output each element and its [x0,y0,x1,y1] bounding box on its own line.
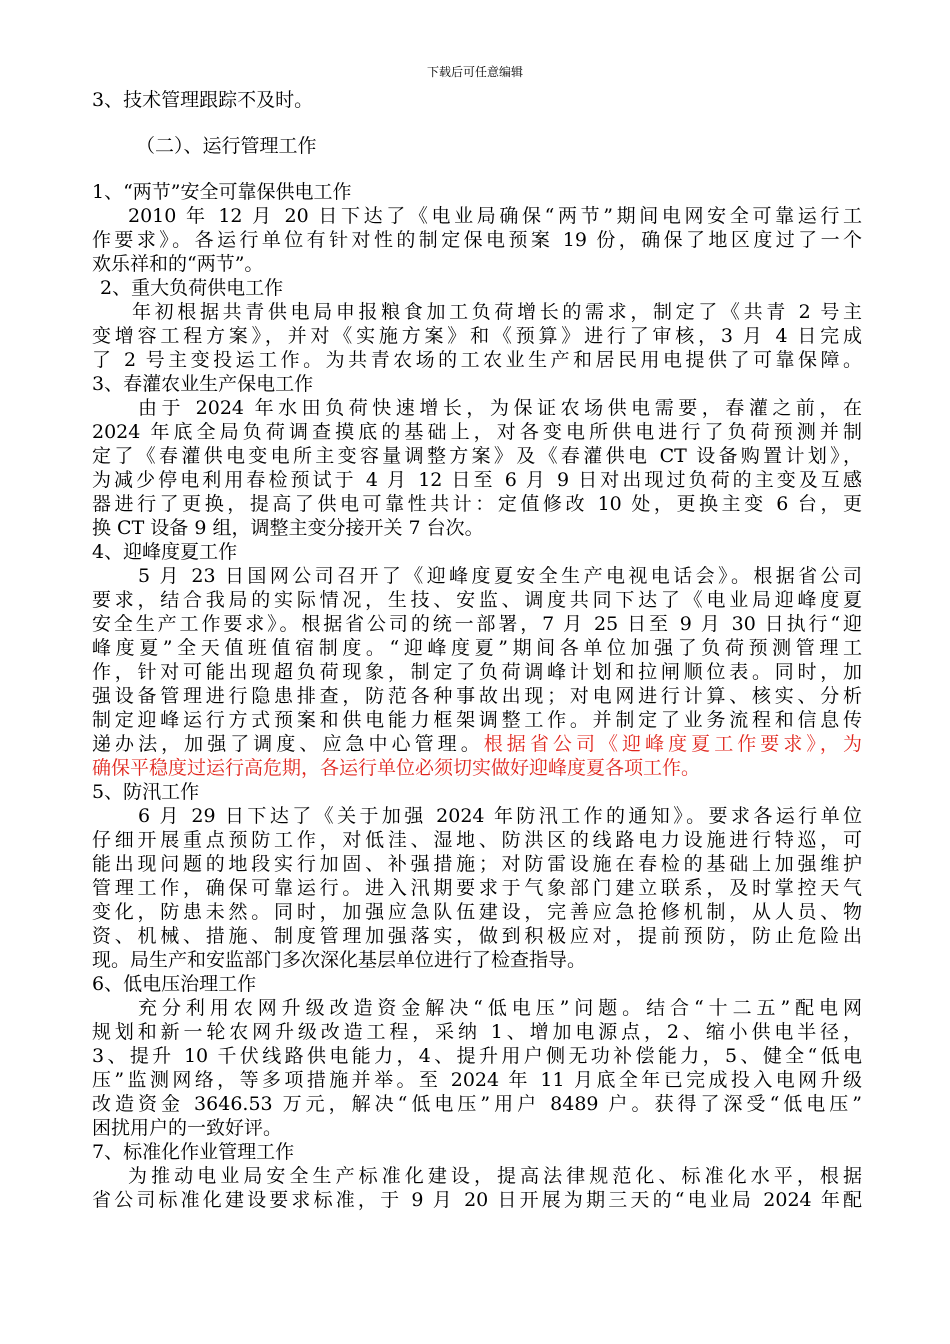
heading-peak-summer: 4、迎峰度夏工作 [92,541,238,563]
paragraph-line: 了 2 号主变投运工作。为共青农场的工农业生产和居民用电提供了可靠保障。 [92,349,862,371]
heading-two-festivals: 1、“两节”安全可靠保供电工作 [92,181,352,203]
paragraph-line: 作，针对可能出现超负荷现象，制定了负荷调峰计划和拉闸顺位表。同时，加 [92,661,862,683]
paragraph-line: 定了《春灌供电变电所主变容量调整方案》及《春灌供电 CT 设备购置计划》， [92,445,862,467]
paragraph-line: 仔细开展重点预防工作，对低洼、湿地、防洪区的线路电力设施进行特巡，可 [92,829,862,851]
paragraph-line: 安全生产工作要求》。根据省公司的统一部署，7 月 25 日至 9 月 30 日执行“迎 [92,613,862,635]
paragraph-line: 现。局生产和安监部门多次深化基层单位进行了检查指导。 [92,949,587,971]
paragraph-line: 峰度夏”全天值班值宿制度。“迎峰度夏”期间各单位加强了负荷预测管理工 [92,637,862,659]
paragraph-line: 强设备管理进行隐患排查，防范各种事故出现；对电网进行计算、核实、分析 [92,685,862,707]
paragraph-line: 2024 年底全局负荷调查摸底的基础上，对各变电所供电进行了负荷预测并制 [92,421,862,443]
paragraph-text-black: 递办法，加强了调度、应急中心管理。 [92,733,484,755]
paragraph-line: 充分利用农网升级改造资金解决“低电压”问题。结合“十二五”配电网 [138,997,862,1019]
paragraph-line: 换 CT 设备 9 组，调整主变分接开关 7 台次。 [92,517,484,539]
heading-flood-control: 5、防汛工作 [92,781,200,803]
document-body [92,88,862,1212]
paragraph-line: 资、机械、措施、制度管理加强落实，做到积极应对，提前预防，防止危险出 [92,925,862,947]
paragraph-line: 能出现问题的地段实行加固、补强措施；对防雷设施在春检的基础上加强维护 [92,853,862,875]
paragraph-line: 规划和新一轮农网升级改造工程，采纳 1、增加电源点，2、缩小供电半径， [92,1021,862,1043]
paragraph-line: 6 月 29 日下达了《关于加强 2024 年防汛工作的通知》。要求各运行单位 [138,805,862,827]
paragraph-line: 要求，结合我局的实际情况，生技、安监、调度共同下达了《电业局迎峰度夏 [92,589,862,611]
paragraph-text-red: 根据省公司《迎峰度夏工作要求》，为 [483,733,862,755]
heading-standardization: 7、标准化作业管理工作 [92,1141,295,1163]
paragraph-line: 作要求》。各运行单位有针对性的制定保电预案 19 份，确保了地区度过了一个 [92,229,862,251]
paragraph-line: 压”监测网络，等多项措施并举。至 2024 年 11 月底全年已完成投入电网升级 [92,1069,862,1091]
paragraph-line: 变化，防患未然。同时，加强应急队伍建设，完善应急抢修机制，从人员、物 [92,901,862,923]
page-header-note: 下载后可任意编辑 [426,65,523,79]
paragraph-line-mixed [92,732,862,756]
paragraph-line-red: 确保平稳度过运行高危期，各运行单位必须切实做好迎峰度夏各项工作。 [92,757,701,779]
paragraph-line: 3、提升 10 千伏线路供电能力，4、提升用户侧无功补偿能力，5、健全“低电 [92,1045,862,1067]
item-3-tech-management: 3、技术管理跟踪不及时。 [92,89,314,111]
heading-major-load: 2、重大负荷供电工作 [100,277,284,299]
section-title-operation-management: （二）、运行管理工作 [136,135,317,157]
paragraph-line: 省公司标准化建设要求标准，于 9 月 20 日开展为期三天的“电业局 2024 年配 [92,1189,862,1211]
heading-low-voltage: 6、低电压治理工作 [92,973,257,995]
heading-spring-irrigation: 3、春灌农业生产保电工作 [92,373,314,395]
paragraph-line: 变增容工程方案》，并对《实施方案》和《预算》进行了审核，3 月 4 日完成 [92,325,862,347]
paragraph-line: 器进行了更换，提高了供电可靠性共计：定值修改 10 处，更换主变 6 台，更 [92,493,862,515]
paragraph-line: 为减少停电利用春检预试于 4 月 12 日至 6 月 9 日对出现过负荷的主变及互感 [92,469,862,491]
paragraph-line: 年初根据共青供电局申报粮食加工负荷增长的需求，制定了《共青 2 号主 [132,301,862,323]
paragraph-line: 制定迎峰运行方式预案和供电能力框架调整工作。并制定了业务流程和信息传 [92,709,862,731]
paragraph-line: 管理工作，确保可靠运行。进入汛期要求于气象部门建立联系，及时掌控天气 [92,877,862,899]
paragraph-line: 5 月 23 日国网公司召开了《迎峰度夏安全生产电视电话会》。根据省公司 [138,565,862,587]
paragraph-line: 为推动电业局安全生产标准化建设，提高法律规范化、标准化水平，根据 [128,1165,862,1187]
paragraph-line: 欢乐祥和的“两节”。 [92,253,264,275]
paragraph-line: 改造资金 3646.53 万元，解决“低电压”用户 8489 户。获得了深受“低电压” [92,1093,862,1115]
paragraph-line: 2010 年 12 月 20 日下达了《电业局确保“两节”期间电网安全可靠运行工 [128,205,862,227]
paragraph-line: 困扰用户的一致好评。 [92,1117,283,1139]
paragraph-line: 由于 2024 年水田负荷快速增长，为保证农场供电需要，春灌之前，在 [138,397,862,419]
